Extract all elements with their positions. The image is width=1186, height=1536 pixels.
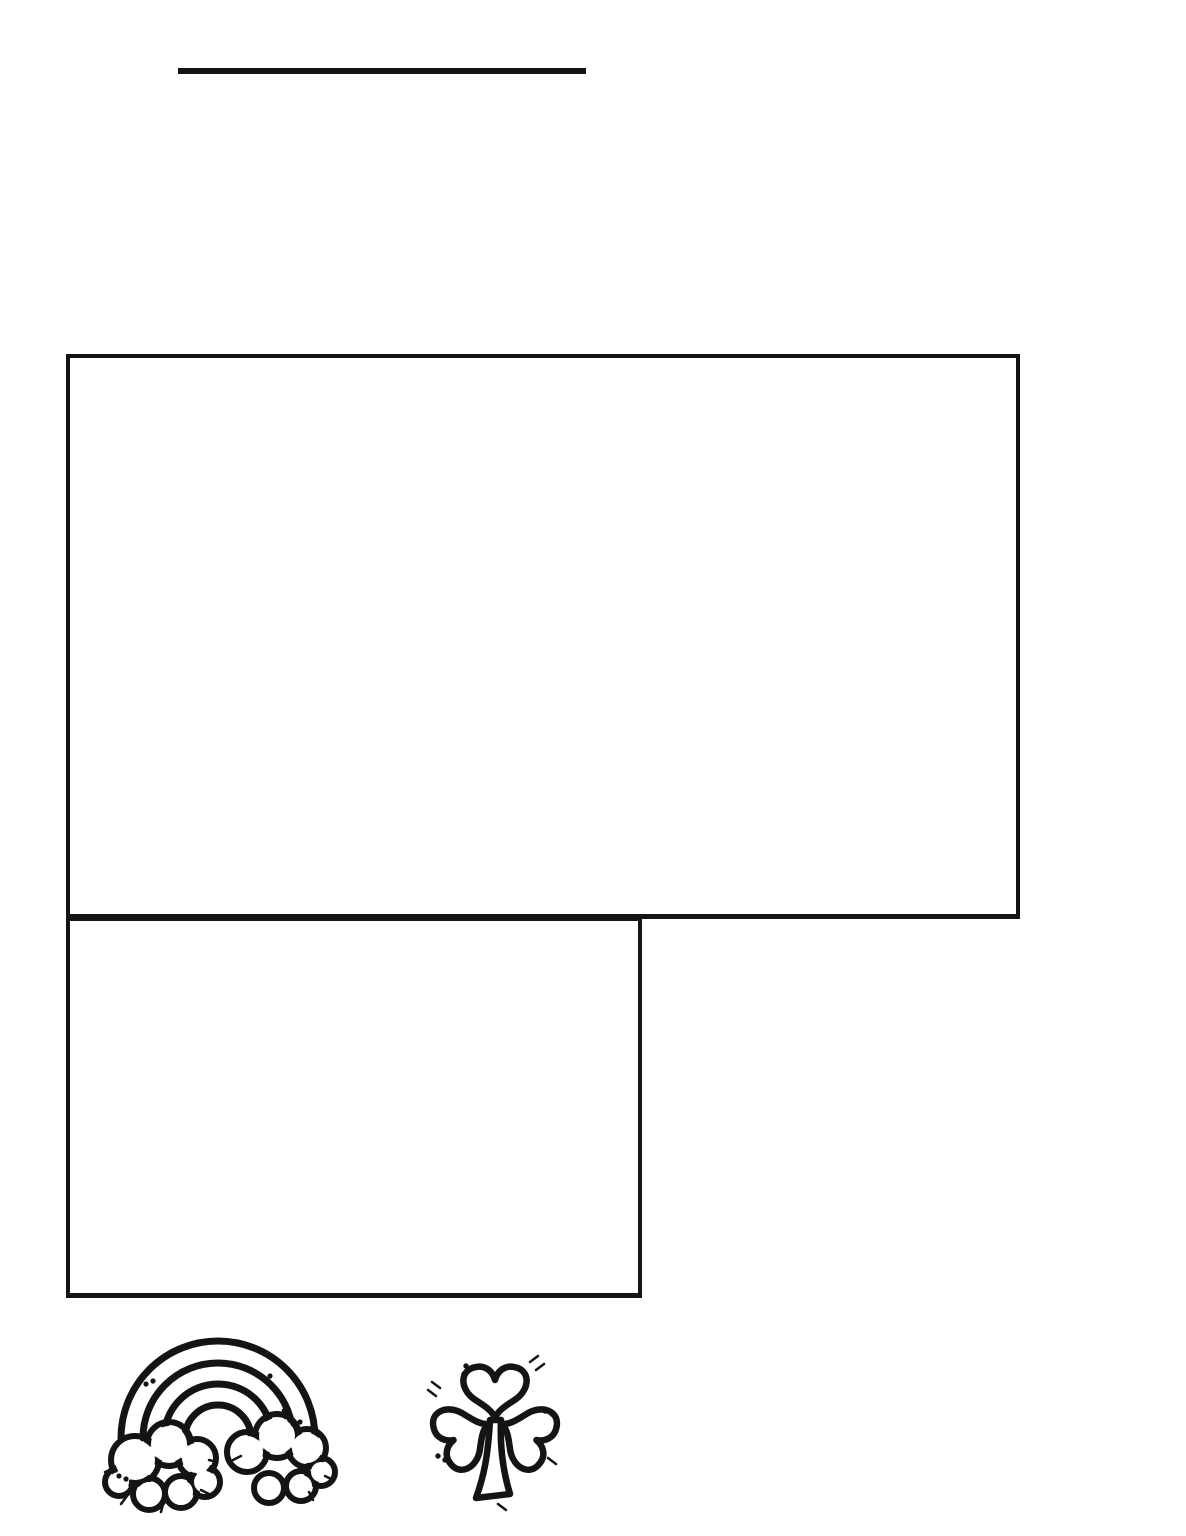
grid-bottom-section xyxy=(66,919,642,1298)
rainbow-illustration xyxy=(97,1332,341,1518)
shamrock-illustration xyxy=(400,1328,590,1512)
name-blank-line xyxy=(178,20,586,74)
logic-puzzle-grid xyxy=(66,354,1020,1298)
grid-top-section xyxy=(66,354,1020,919)
